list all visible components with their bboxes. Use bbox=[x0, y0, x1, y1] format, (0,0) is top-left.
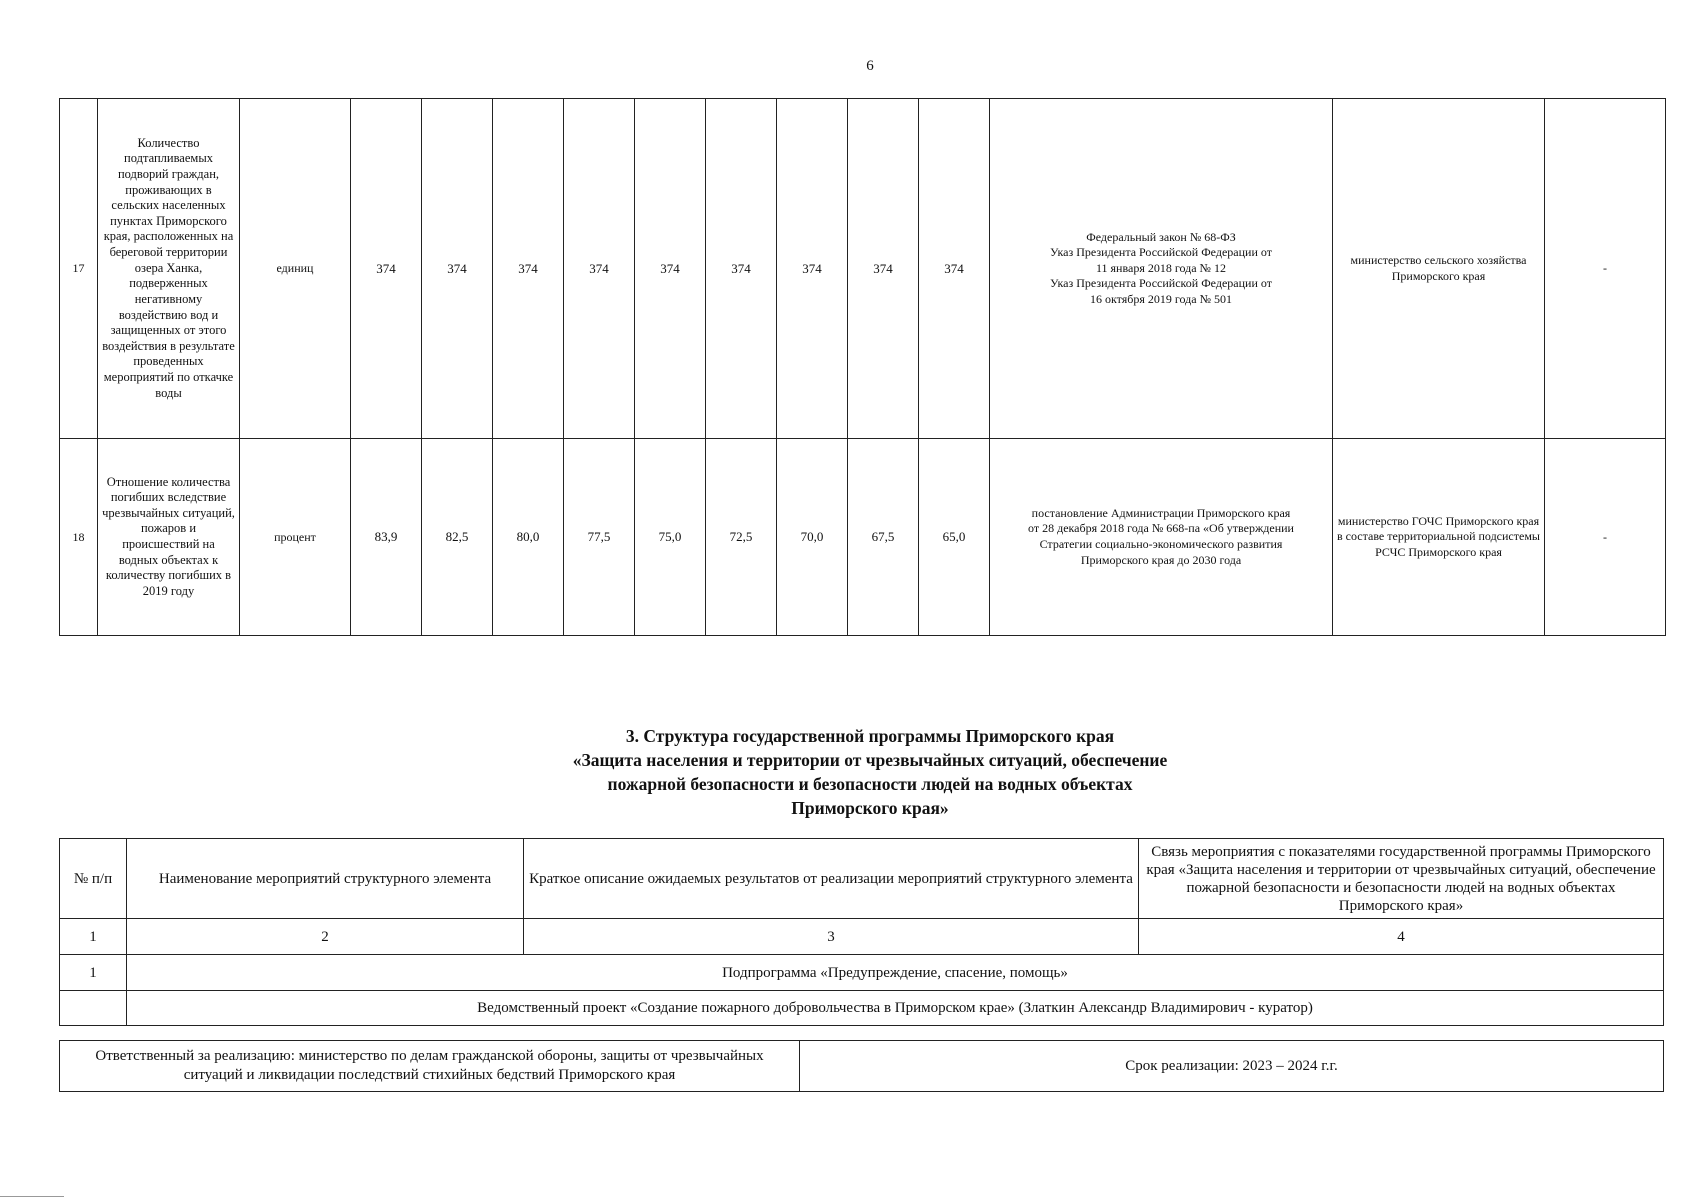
header-relation: Связь мероприятия с показателями государственной программы Приморского края «Защита населения и территории от чрезвычайных ситуаций, обеспечение пожарной безопасности и безопасности людей на водных объектах Приморского края» bbox=[1139, 839, 1664, 919]
indicator-value: 374 bbox=[777, 99, 848, 439]
indicator-unit: единиц bbox=[240, 99, 351, 439]
basis-line: Стратегии социально-экономического развития bbox=[1039, 537, 1283, 551]
period-text: Срок реализации: 2023 – 2024 г.г. bbox=[800, 1041, 1664, 1092]
indicator-value: 374 bbox=[848, 99, 919, 439]
indicator-name: Отношение количества погибших вследствие чрезвычайных ситуаций, пожаров и происшествий на водных объектах к количеству погибших в 2019 году bbox=[98, 439, 240, 636]
indicator-value: 75,0 bbox=[635, 439, 706, 636]
indicator-note: - bbox=[1545, 439, 1666, 636]
structure-header-row bbox=[60, 839, 1664, 919]
responsible-text: Ответственный за реализацию: министерство по делам гражданской обороны, защиты от чрезвычайных ситуаций и ликвидации последствий стихийных бедствий Приморского края bbox=[60, 1041, 800, 1092]
structure-table bbox=[59, 838, 1664, 1026]
indicator-legal-basis bbox=[990, 439, 1333, 636]
indicator-responsible: министерство ГОЧС Приморского края в составе территориальной подсистемы РСЧС Приморского края bbox=[1333, 439, 1545, 636]
basis-line: Указ Президента Российской Федерации от bbox=[1050, 276, 1272, 291]
basis-line: от 28 декабря 2018 года № 668-па «Об утверждении bbox=[1028, 521, 1294, 536]
indicator-value: 70,0 bbox=[777, 439, 848, 636]
indicator-num: 17 bbox=[60, 99, 98, 439]
project-title: Ведомственный проект «Создание пожарного добровольчества в Приморском крае» (Златкин Александр Владимирович - куратор) bbox=[127, 991, 1664, 1026]
basis-line: 16 октября 2019 года № 501 bbox=[1089, 291, 1233, 306]
header-description: Краткое описание ожидаемых результатов от реализации мероприятий структурного элемента bbox=[524, 839, 1139, 919]
indicator-value: 374 bbox=[422, 99, 493, 439]
project-row bbox=[60, 991, 1664, 1026]
indicator-value: 80,0 bbox=[493, 439, 564, 636]
indicator-row bbox=[60, 99, 1666, 439]
page-number: 6 bbox=[866, 58, 874, 74]
section-title-line: «Защита населения и территории от чрезвычайных ситуаций, обеспечение bbox=[572, 750, 1168, 770]
indicator-legal-basis bbox=[990, 99, 1333, 439]
indicator-value: 374 bbox=[635, 99, 706, 439]
section-title bbox=[0, 724, 1698, 820]
indicator-value: 72,5 bbox=[706, 439, 777, 636]
project-num-empty bbox=[60, 991, 127, 1026]
header-name: Наименование мероприятий структурного элемента bbox=[127, 839, 524, 919]
column-number: 4 bbox=[1139, 919, 1664, 955]
indicator-value: 82,5 bbox=[422, 439, 493, 636]
section-title-line: 3. Структура государственной программы Приморского края bbox=[625, 726, 1115, 746]
indicator-value: 65,0 bbox=[919, 439, 990, 636]
indicator-note: - bbox=[1545, 99, 1666, 439]
column-number: 2 bbox=[127, 919, 524, 955]
indicator-unit: процент bbox=[240, 439, 351, 636]
indicator-value: 374 bbox=[351, 99, 422, 439]
indicator-value: 67,5 bbox=[848, 439, 919, 636]
indicator-name: Количество подтапливаемых подворий граждан, проживающих в сельских населенных пунктах Приморского края, расположенных на береговой территории озера Ханка, подверженных негативному воздействию вод и защищенных от этого воздействия в результате проведенных мероприятий по откачке воды bbox=[98, 99, 240, 439]
indicator-num: 18 bbox=[60, 439, 98, 636]
basis-line: Приморского края до 2030 года bbox=[1080, 552, 1242, 567]
subprogram-num: 1 bbox=[60, 955, 127, 991]
indicator-value: 83,9 bbox=[351, 439, 422, 636]
indicator-responsible: министерство сельского хозяйства Приморского края bbox=[1333, 99, 1545, 439]
subprogram-row bbox=[60, 955, 1664, 991]
indicator-value: 374 bbox=[706, 99, 777, 439]
indicator-value: 374 bbox=[564, 99, 635, 439]
column-number: 3 bbox=[524, 919, 1139, 955]
indicator-value: 374 bbox=[493, 99, 564, 439]
responsible-table bbox=[59, 1040, 1664, 1092]
indicators-table bbox=[59, 98, 1666, 636]
basis-line: Указ Президента Российской Федерации от bbox=[1050, 245, 1272, 260]
basis-line: 11 января 2018 года № 12 bbox=[1095, 260, 1226, 275]
section-title-line: Приморского края» bbox=[791, 798, 949, 818]
indicator-value: 374 bbox=[919, 99, 990, 439]
column-number-row bbox=[60, 919, 1664, 955]
subprogram-title: Подпрограмма «Предупреждение, спасение, помощь» bbox=[127, 955, 1664, 991]
responsible-row bbox=[60, 1041, 1664, 1092]
indicator-value: 77,5 bbox=[564, 439, 635, 636]
basis-line: Федеральный закон № 68-ФЗ bbox=[1086, 229, 1236, 244]
indicator-row bbox=[60, 439, 1666, 636]
column-number: 1 bbox=[60, 919, 127, 955]
basis-line: постановление Администрации Приморского края bbox=[1031, 505, 1291, 520]
section-title-line: пожарной безопасности и безопасности людей на водных объектах bbox=[607, 774, 1133, 794]
header-num: № п/п bbox=[60, 839, 127, 919]
scan-mark bbox=[0, 1196, 64, 1197]
